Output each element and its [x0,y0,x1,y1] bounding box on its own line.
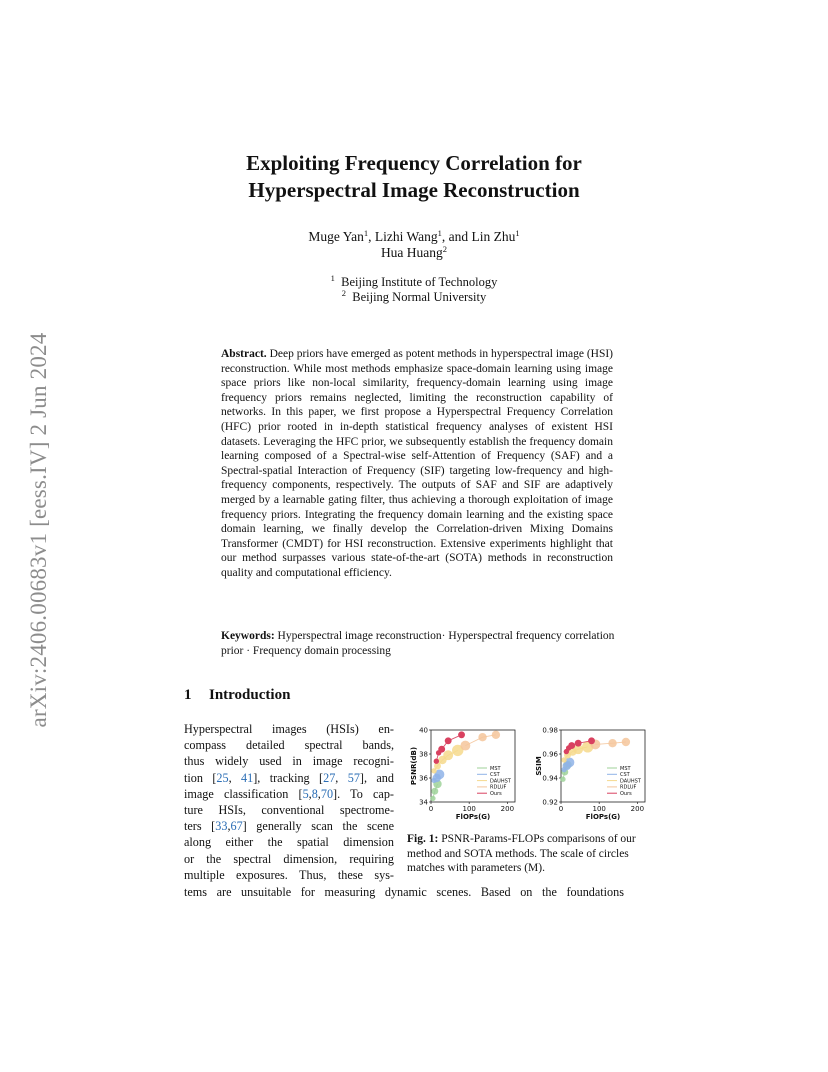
intro-line: along either the spatial dimension [184,835,394,850]
x-tick-label: 200 [500,805,515,813]
x-tick-label: 0 [428,805,434,813]
section-heading [184,687,290,704]
paper-title [0,150,828,204]
figure-caption-label: Fig. 1: [407,833,439,845]
citation-link[interactable]: 41 [241,770,254,785]
arxiv-identifier-stamp [22,295,56,765]
data-point-rdluf [608,739,616,747]
y-tick-label: 0.94 [542,774,558,783]
y-tick-label: 0.92 [542,798,558,807]
x-axis-label: FlOPs(G) [585,813,621,821]
figure-1-charts [405,722,655,832]
x-tick-label: 0 [558,805,564,813]
y-tick-label: 0.98 [542,726,558,735]
figure-caption-text: PSNR-Params-FLOPs comparisons of our method and SOTA methods. The scale of circles matches with parameters (M). [407,833,636,875]
legend-label: Ours [490,791,502,797]
legend-label: DAUHST [620,778,641,785]
citation-link[interactable]: 33 [215,819,228,834]
legend-label: CST [490,772,500,779]
section-title: Introduction [209,687,291,703]
abstract-text: Deep priors have emerged as potent methods in hyperspectral image (HSI) reconstruction. While most methods emphasize space-domain learning using image space priors like non-local similarity, frequency-domain learning using image frequency priors remains neglected, limiting the reconstruction capability of networks. In this paper, we first propose a Hyperspectral Frequency Correlation (HFC) prior rooted in in-depth statistical frequency analyses of existent HSI datasets. Leveraging the HFC prior, we subsequently establish the frequency domain learning composed of a Spectral-wise self-Attention of Frequency (SAF) and a Spectral-spatial Interaction of Frequency (SIF) targeting low-frequency and high-frequency components, respectively. The outputs of SAF and SIF are adaptively merged by a learnable gating filter, thus achieving a thorough exploitation of image frequency priors. Integrating the frequency domain learning and the existing space domain learning, we finally develop the Correlation-driven Mixing Domains Transformer (CMDT) for HSI reconstruction. Extensive experiments highlight that our method surpasses various state-of-the-art (SOTA) methods in reconstruction quality and computational efficiency. [221,348,614,579]
author-affiliation-mark: 1 [363,228,369,238]
paper-title-line-2: Hyperspectral Image Reconstruction [248,178,580,202]
plot-frame [431,730,515,802]
legend-label: MST [620,765,631,772]
intro-paragraph-column [184,721,394,883]
citation-link[interactable]: 67 [230,819,243,834]
intro-line: ters [33,67] generally scan the scene [184,819,395,834]
author-name: Muge Yan [308,229,364,244]
author-name: Lizhi Wang [374,229,438,244]
data-point-mst [560,777,565,782]
data-point-ours [458,731,465,738]
plot-frame [561,730,645,802]
citation-link[interactable]: 57 [347,770,360,785]
intro-line: or the spectral dimension, requiring [184,851,394,866]
citation-link[interactable]: 70 [320,786,334,801]
intro-line: Hyperspectral images (HSIs) en- [184,722,394,736]
keywords-block [221,629,621,658]
legend-label: Ours [620,791,632,797]
data-point-ours [438,746,445,753]
data-point-ours [434,759,439,764]
keywords-label: Keywords: [221,630,275,642]
data-point-dauhst [443,750,453,760]
legend-label: CST [620,772,630,779]
y-axis-label: SSIM [535,756,543,776]
y-tick-label: 40 [419,726,428,735]
data-point-mst [430,796,435,801]
legend-label: RDLUF [490,784,507,791]
data-point-rdluf [622,738,630,746]
citation-link[interactable]: 25 [216,770,229,785]
paper-title-line-1: Exploiting Frequency Correlation for [246,151,582,175]
author-line-1: Muge Yan$^1$, Lizhi Wang$^1$, and Lin Zhu$^1$ [308,228,520,244]
citation-link[interactable]: 27 [323,770,336,785]
affiliation-item [0,275,828,290]
data-point-rdluf [478,733,486,741]
legend-label: RDLUF [620,784,637,791]
data-point-ours [575,740,582,747]
y-tick-label: 38 [419,750,428,759]
data-point-ours [568,742,575,749]
affiliation-name: Beijing Normal University [352,290,487,304]
figure-1 [405,722,655,832]
figure-caption [407,832,655,876]
author-affiliation-mark: 1 [437,228,442,238]
data-point-rdluf [460,741,470,751]
legend-label: MST [490,765,501,772]
intro-line: tion [25, 41], tracking [27, 57], and [184,770,394,785]
abstract-label: Abstract. [221,348,267,360]
arxiv-identifier-text: arXiv:2406.00683v1 [eess.IV] 2 Jun 2024 [26,332,51,728]
legend-label: DAUHST [490,778,511,785]
author-line-2 [0,245,828,261]
intro-line: ture HSIs, conventional spectrome- [184,802,394,817]
affiliation-list [0,275,828,305]
x-axis-label: FlOPs(G) [455,813,491,821]
intro-line: multiple exposures. Thus, these sys- [184,867,394,882]
citation-link[interactable]: 8 [311,786,318,801]
intro-paragraph-continuation: tems are unsuitable for measuring dynamic scenes. Based on the foundations [184,885,624,899]
keywords-text: Hyperspectral image reconstruction· Hyperspectral frequency correlation prior · Frequency domain processing [221,630,615,657]
data-point-ours [588,737,595,744]
abstract-block [221,347,613,581]
affiliation-name: Beijing Institute of Technology [341,275,498,289]
intro-line: thus widely used in image recogni- [184,754,394,769]
intro-line: image classification [5,8,70]. To cap- [184,786,394,801]
affiliation-mark: 2 [341,288,346,298]
section-number: 1 [184,687,192,703]
y-axis-label: PSNR(dB) [410,746,418,786]
affiliation-item [0,290,828,305]
author-affiliation-mark: 2 [442,244,448,254]
citation-link[interactable]: 5 [302,786,309,801]
data-point-rdluf [492,731,500,739]
x-tick-label: 100 [592,805,606,813]
y-tick-label: 36 [419,774,428,783]
data-point-ours [445,737,452,744]
x-tick-label: 100 [462,805,476,813]
affiliation-mark: 1 [330,273,335,283]
author-affiliation-mark: 1 [515,228,520,238]
author-name: and Lin Zhu [448,229,516,244]
x-tick-label: 200 [630,805,645,813]
y-tick-label: 34 [419,798,428,807]
y-tick-label: 0.96 [542,750,558,759]
author-name: Hua Huang [380,245,443,260]
data-point-mst [431,788,438,795]
intro-line: compass detailed spectral bands, [184,738,394,753]
author-list [0,229,828,261]
